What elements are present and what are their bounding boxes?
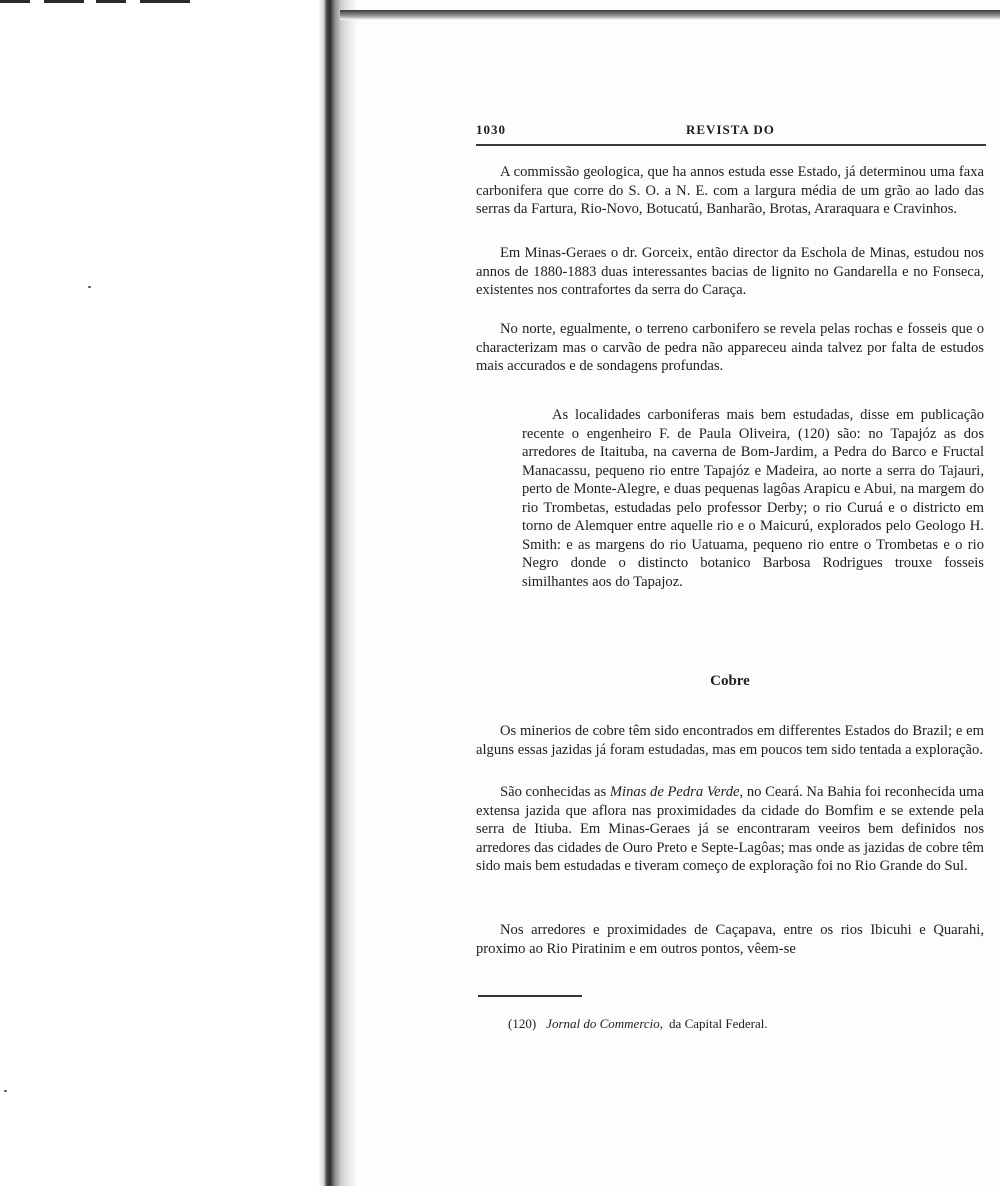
- footnote-ref: (120): [508, 1016, 537, 1031]
- speck: [4, 1090, 7, 1092]
- paragraph-2: Em Minas-Geraes o dr. Gorceix, então director da Eschola de Minas, estudou nos annos de 1880-1883 duas interessantes bacias de lignito no Gandarella e no Fonseca, existentes nos contrafortes da serra do Caraça.: [476, 245, 984, 298]
- paragraph-4: Os minerios de cobre têm sido encontrados em differentes Estados do Brazil; e em alguns essas jazidas já foram estudadas, mas em poucos tem sido tentada a exploração.: [476, 723, 984, 758]
- header-rule: [476, 144, 986, 146]
- footnote-title: Jornal do Commercio,: [546, 1016, 664, 1031]
- page-top-shadow: [340, 10, 1000, 20]
- block-quote: As localidades carboniferas mais bem estudadas, disse em publicação recente o engenheiro F. de Paula Oliveira, (120) são: no Tapajóz as dos arredores de Itaituba, na caverna de Bom-Jardim, a Pedra do Barco e Fructal Manacassu, pequeno rio entre Tapajóz e Madeira, ao norte a serra do Tajauri, perto de Monte-Alegre, e duas pequenas lagôas Arapicu e Abui, na margem do rio Trombetas, estudadas pelo professor Derby; o rio Curuá e o districto em torno de Alemquer entre aquelle rio e o Maicurú, explorados pelo Geologo H. Smith: e as margens do rio Uatuama, pequeno rio entre o Trombetas e o rio Negro donde o distincto botanico Barbosa Rodrigues trouxe fosseis similhantes aos do Tapajoz.: [522, 407, 984, 590]
- page-number: 1030: [476, 122, 506, 137]
- paragraph-5: São conhecidas as Minas de Pedra Verde, no Ceará. Na Bahia foi reconhecida uma extensa jazida que aflora nas proximidades da cidade do Bomfim e se extende pela serra de Itiuba. Em Minas-Geraes já se encontraram veeiros bem definidos nos arredores das cidades de Ouro Preto e Septe-Lagôas; mas onde as jazidas de cobre têm sido mais bem estudadas e tiveram começo de exploração foi no Rio Grande do Sul.: [476, 784, 984, 874]
- section-heading: Cobre: [710, 673, 750, 689]
- speck: [88, 286, 91, 288]
- book-gutter: [318, 0, 358, 1186]
- page-header: [476, 122, 986, 142]
- footnote: [508, 1016, 986, 1032]
- paragraph-3: No norte, egualmente, o terreno carbonifero se revela pelas rochas e fosseis que o characterizam mas o carvão de pedra não appareceu ainda talvez por falta de estudos mais accurados e de sondagens profundas.: [476, 321, 984, 374]
- footnote-rule: [478, 995, 582, 997]
- left-blank-page: [0, 0, 330, 1186]
- footnote-text: da Capital Federal.: [669, 1016, 768, 1031]
- running-title: REVISTA DO: [686, 122, 775, 137]
- top-edge-marks: [0, 0, 330, 6]
- paragraph-6: Nos arredores e proximidades de Caçapava, entre os rios Ibicuhi e Quarahi, proximo ao Rio Piratinim e em outros pontos, vêem-se: [476, 922, 984, 957]
- italic-title: Minas de Pedra Verde,: [609, 784, 744, 800]
- paragraph-1: A commissão geologica, que ha annos estuda esse Estado, já determinou uma faxa carbonifera que corre do S. O. a N. E. com a largura média de um grão ao lado das serras da Fartura, Rio-Novo, Botucatú, Banharão, Brotas, Araraquara e Cravinhos.: [476, 164, 984, 217]
